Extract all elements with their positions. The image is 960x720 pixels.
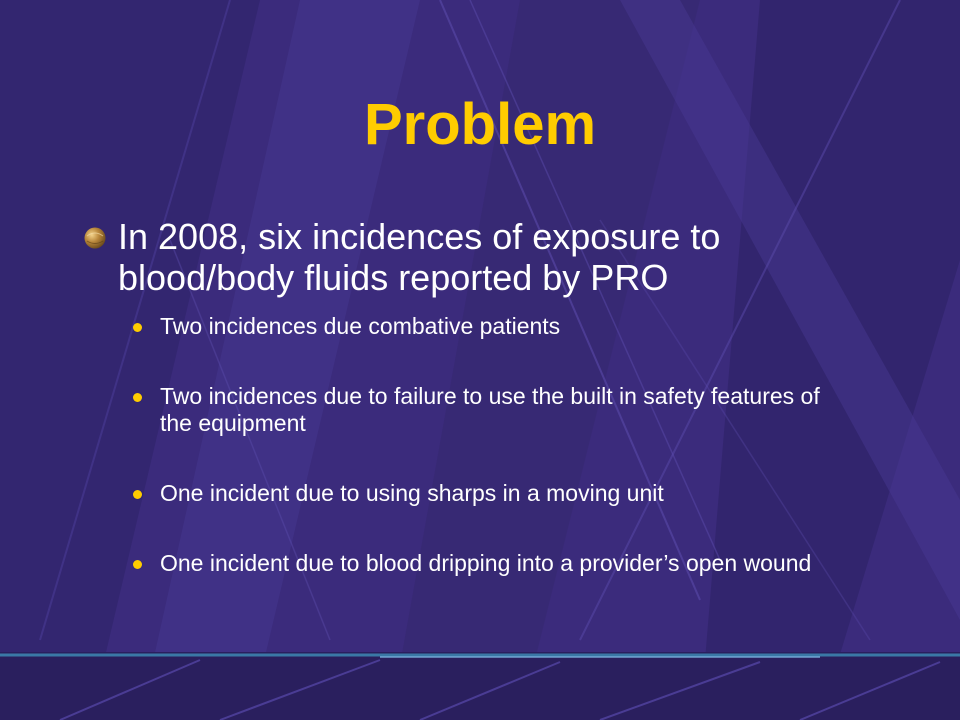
main-bullet: [83, 216, 843, 298]
bullet-dot-icon: [133, 560, 142, 569]
slide-title: Problem: [363, 92, 597, 157]
sub-bullet-text: One incident due to using sharps in a moving unit: [160, 480, 664, 506]
bullet-dot-icon: [133, 490, 142, 499]
sub-bullet-text: One incident due to blood dripping into a provider’s open wound: [160, 550, 812, 576]
sub-bullet-item: [133, 313, 833, 340]
sub-bullet-text: Two incidences due combative patients: [160, 313, 561, 339]
main-bullet-text: In 2008, six incidences of exposure to blood/body fluids reported by PRO: [118, 216, 721, 298]
bullet-dot-icon: [133, 323, 142, 332]
bullet-dot-icon: [133, 393, 142, 402]
sub-bullet-text: Two incidences due to failure to use the built in safety features of the equipment: [160, 383, 820, 436]
sub-bullet-item: [133, 480, 833, 507]
sub-bullet-item: [133, 550, 833, 577]
gold-sphere-icon: [83, 226, 107, 250]
sub-bullet-list: [133, 313, 833, 620]
sub-bullet-item: [133, 383, 833, 437]
